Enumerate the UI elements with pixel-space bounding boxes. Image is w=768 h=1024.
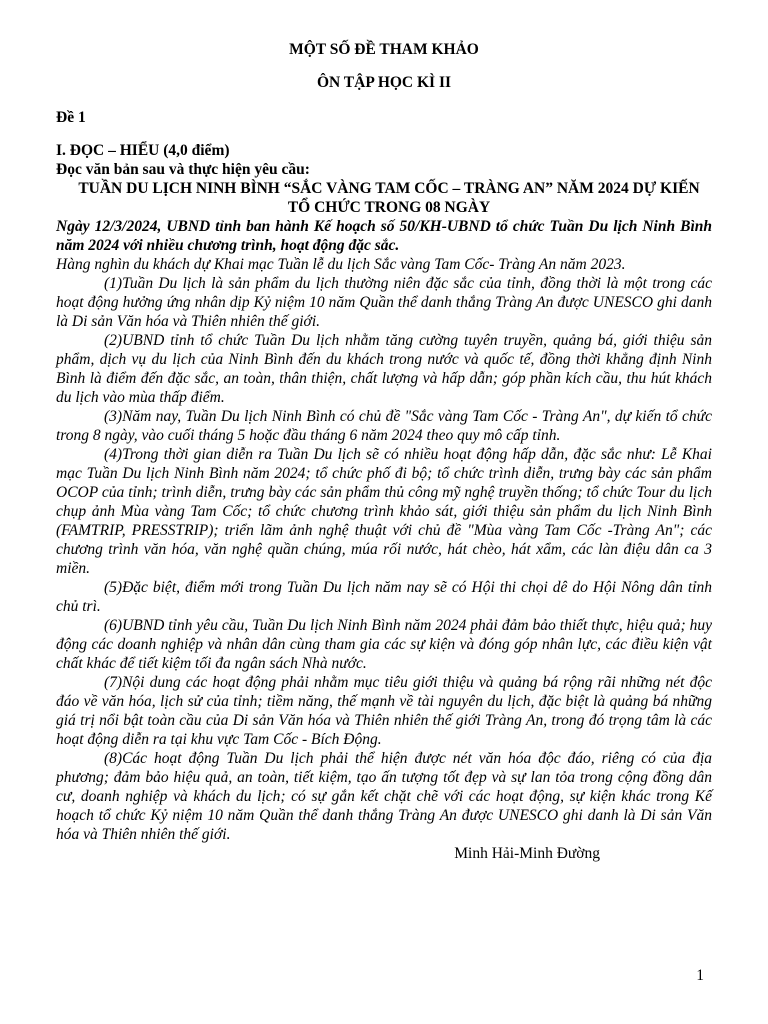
- article-author: Minh Hải-Minh Đường: [454, 845, 600, 862]
- section-instruction: Đọc văn bản sau và thực hiện yêu cầu:: [56, 161, 310, 178]
- article-title: TUẦN DU LỊCH NINH BÌNH “SẮC VÀNG TAM CỐC – TRÀNG AN” NĂM 2024 DỰ KIẾN TỔ CHỨC TRONG 08 NGÀY: [78, 180, 700, 216]
- exam-label: Đề 1: [56, 109, 86, 126]
- article-paragraph: (4)Trong thời gian diễn ra Tuần Du lịch sẽ có nhiều hoạt động hấp dẫn, đặc sắc như: Lễ Khai mạc Tuần Du lịch Ninh Bình năm 2024; tổ chức phố đi bộ; tổ chức trình diễn, trưng bày các sản phẩm OCOP của tỉnh; trình diễn, trưng bày các sản phẩm thủ công mỹ nghệ truyền thống; tổ chức Tour du lịch chụp ảnh Mùa vàng Tam Cốc; tổ chức chương trình khảo sát, giới thiệu sản phẩm du lịch Ninh Bình (FAMTRIP, PRESSTRIP); triển lãm ảnh nghệ thuật với chủ đề "Mùa vàng Tam Cốc -Tràng An"; các chương trình văn hóa, văn nghệ quần chúng, múa rối nước, hát chèo, hát xẩm, các làn điệu dân ca 3 miền.: [56, 446, 712, 577]
- doc-title: MỘT SỐ ĐỀ THAM KHẢO: [289, 41, 479, 58]
- article-paragraph: (1)Tuần Du lịch là sản phẩm du lịch thường niên đặc sắc của tỉnh, đồng thời là một trong các hoạt động hưởng ứng nhân dịp Kỷ niệm 10 năm Quần thể danh thắng Tràng An được UNESCO ghi danh là Di sản Văn hóa và Thiên nhiên thế giới.: [56, 275, 712, 330]
- article-paragraph: (6)UBND tỉnh yêu cầu, Tuần Du lịch Ninh Bình năm 2024 phải đảm bảo thiết thực, hiệu quả; huy động các doanh nghiệp và nhân dân cùng tham gia các sự kiện và đóng góp nhân lực, các điều kiện vật chất khác để tiết kiệm tối đa ngân sách Nhà nước.: [56, 617, 712, 672]
- article-paragraph: (5)Đặc biệt, điểm mới trong Tuần Du lịch năm nay sẽ có Hội thi chọi dê do Hội Nông dân tỉnh chủ trì.: [56, 579, 712, 615]
- page-number: 1: [696, 967, 704, 984]
- article-paragraph: (7)Nội dung các hoạt động phải nhằm mục tiêu giới thiệu và quảng bá rộng rãi những nét độc đáo về văn hóa, lịch sử của tỉnh; tiềm năng, thế mạnh về tài nguyên du lịch, đặc biệt là quảng bá những giá trị nổi bật toàn cầu của Di sản Văn hóa và Thiên nhiên thế giới Tràng An, trong đó trọng tâm là các hoạt động diễn ra tại khu vực Tam Cốc - Bích Động.: [56, 674, 712, 748]
- article-paragraph: (8)Các hoạt động Tuần Du lịch phải thể hiện được nét văn hóa độc đáo, riêng có của địa phương; đảm bảo hiệu quả, an toàn, tiết kiệm, tạo ấn tượng tốt đẹp và sự lan tỏa trong cộng đồng dân cư, doanh nghiệp và khách du lịch; có sự gắn kết chặt chẽ với các hoạt động, sự kiện khác trong Kế hoạch tổ chức Kỷ niệm 10 năm Quần thể danh thắng Tràng An được UNESCO ghi danh là Di sản Văn hóa và Thiên nhiên thế giới.: [56, 750, 712, 843]
- article-paragraph: (2)UBND tỉnh tổ chức Tuần Du lịch nhằm tăng cường tuyên truyền, quảng bá, giới thiệu sản phẩm, dịch vụ du lịch của Ninh Bình đến du khách trong nước và quốc tế, đồng thời khẳng định Ninh Bình là điểm đến đặc sắc, an toàn, thân thiện, chất lượng và hấp dẫn; góp phần kích cầu, thu hút khách du lịch vào mùa thấp điểm.: [56, 332, 712, 406]
- doc-subtitle: ÔN TẬP HỌC KÌ II: [316, 74, 452, 91]
- article-lead: Ngày 12/3/2024, UBND tỉnh ban hành Kế hoạch số 50/KH-UBND tổ chức Tuần Du lịch Ninh Bình năm 2024 với nhiều chương trình, hoạt động đặc sắc.: [56, 218, 712, 254]
- article-body: [56, 274, 712, 844]
- article-paragraph: (3)Năm nay, Tuần Du lịch Ninh Bình có chủ đề "Sắc vàng Tam Cốc - Tràng An", dự kiến tổ chức trong 8 ngày, vào cuối tháng 5 hoặc đầu tháng 6 năm 2024 theo quy mô cấp tỉnh.: [56, 408, 712, 444]
- section-heading: I. ĐỌC – HIỂU (4,0 điểm): [56, 142, 230, 159]
- article-caption: Hàng nghìn du khách dự Khai mạc Tuần lễ du lịch Sắc vàng Tam Cốc- Tràng An năm 2023.: [56, 256, 626, 273]
